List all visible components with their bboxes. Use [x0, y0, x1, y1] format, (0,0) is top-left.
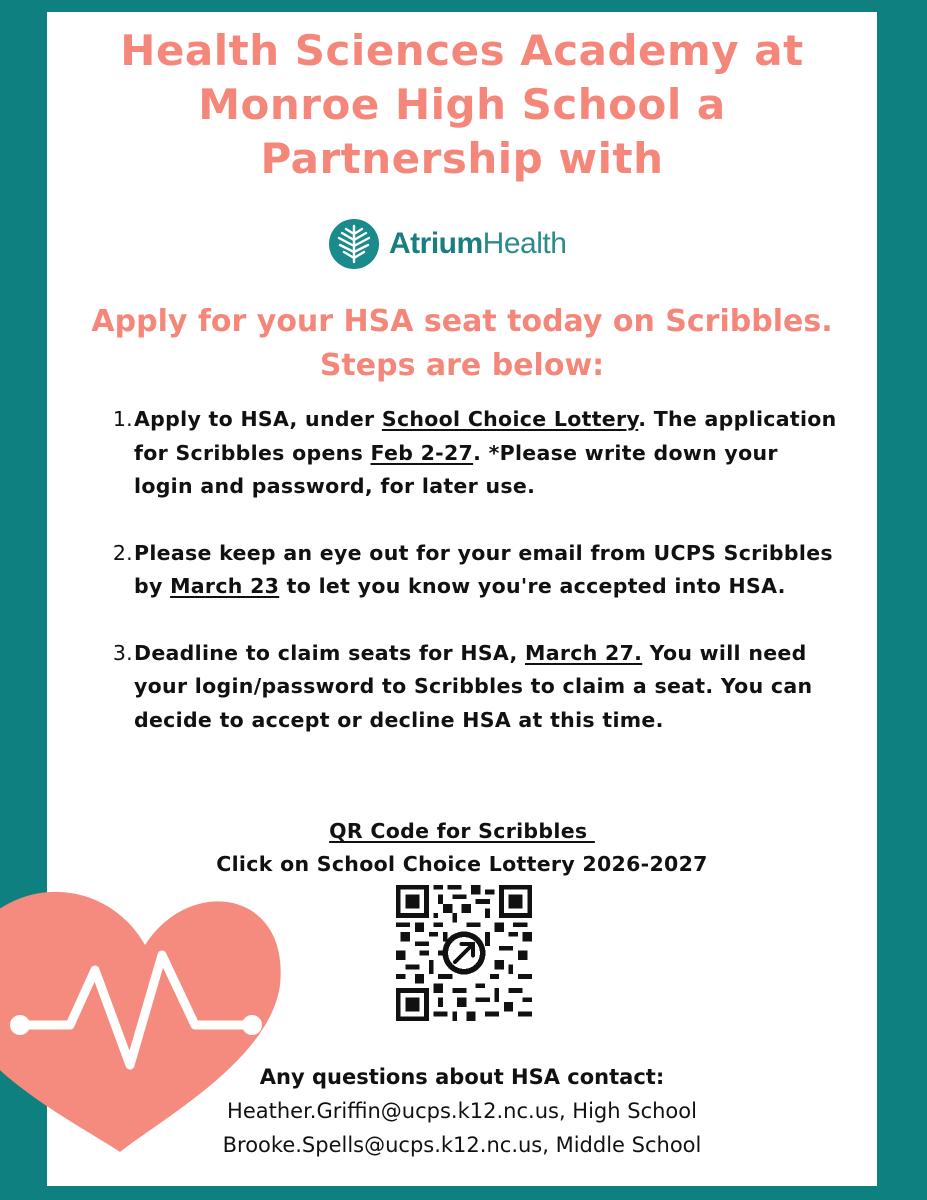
- logo-brand-bold: Atrium: [389, 227, 483, 260]
- step-text-part: You will need your login/password to Scribbles to claim a seat. You can decide to accept or decline HSA at this time.: [134, 640, 813, 732]
- qr-instruction: Click on School Choice Lottery 2026-2027: [216, 852, 708, 876]
- logo-brand-light: Health: [482, 227, 567, 260]
- logo-wordmark: [389, 227, 566, 261]
- step-number: 3.: [112, 640, 133, 665]
- atrium-health-logo: [328, 218, 598, 270]
- step-text-part: Please keep an eye out for your email from UCPS Scribbles by: [134, 540, 833, 598]
- contact-middle-school[interactable]: Brooke.Spells@ucps.k12.nc.us, Middle School: [222, 1133, 702, 1157]
- subtitle-line-1: Apply for your HSA seat today on Scribbles.: [91, 304, 833, 339]
- title-line-1: Health Sciences Academy at: [120, 26, 804, 75]
- march-23-date: March 23: [170, 574, 280, 598]
- qr-caption: [47, 815, 877, 881]
- apply-subtitle: [47, 300, 877, 388]
- contact-heading: Any questions about HSA contact:: [259, 1065, 665, 1089]
- march-27-date: March 27.: [525, 640, 643, 665]
- step-number: 2.: [112, 540, 133, 565]
- step-text: [134, 537, 840, 604]
- contact-high-school[interactable]: Heather.Griffin@ucps.k12.nc.us, High School: [227, 1099, 697, 1123]
- qr-code-link[interactable]: QR Code for Scribbles: [329, 819, 595, 843]
- school-choice-lottery-link[interactable]: School Choice Lottery: [381, 407, 639, 431]
- step-text-part: Apply to HSA, under: [134, 407, 382, 431]
- step-number: 1.: [112, 407, 133, 431]
- subtitle-line-2: Steps are below:: [319, 348, 605, 383]
- step-text-part: to let you know you're accepted into HSA.: [279, 574, 786, 598]
- step-text: [134, 637, 840, 738]
- qr-code-icon[interactable]: [396, 885, 532, 1021]
- step-1: [100, 403, 840, 504]
- flyer-title: [47, 24, 877, 186]
- step-text-part: Deadline to claim seats for HSA,: [134, 640, 525, 665]
- heartbeat-heart-icon: [0, 880, 290, 1155]
- step-text-part: . The application for Scribbles opens: [134, 407, 837, 465]
- title-line-2: Monroe High School a: [198, 80, 726, 129]
- feb-dates: Feb 2-27: [370, 440, 474, 465]
- title-line-3: Partnership with: [260, 134, 664, 183]
- steps-list: [100, 403, 840, 770]
- step-text-part: . *Please write down your login and password, for later use.: [134, 440, 778, 498]
- step-2: [100, 537, 840, 604]
- step-3: [100, 637, 840, 738]
- atrium-leaf-icon: [328, 218, 380, 270]
- step-text: [134, 403, 840, 504]
